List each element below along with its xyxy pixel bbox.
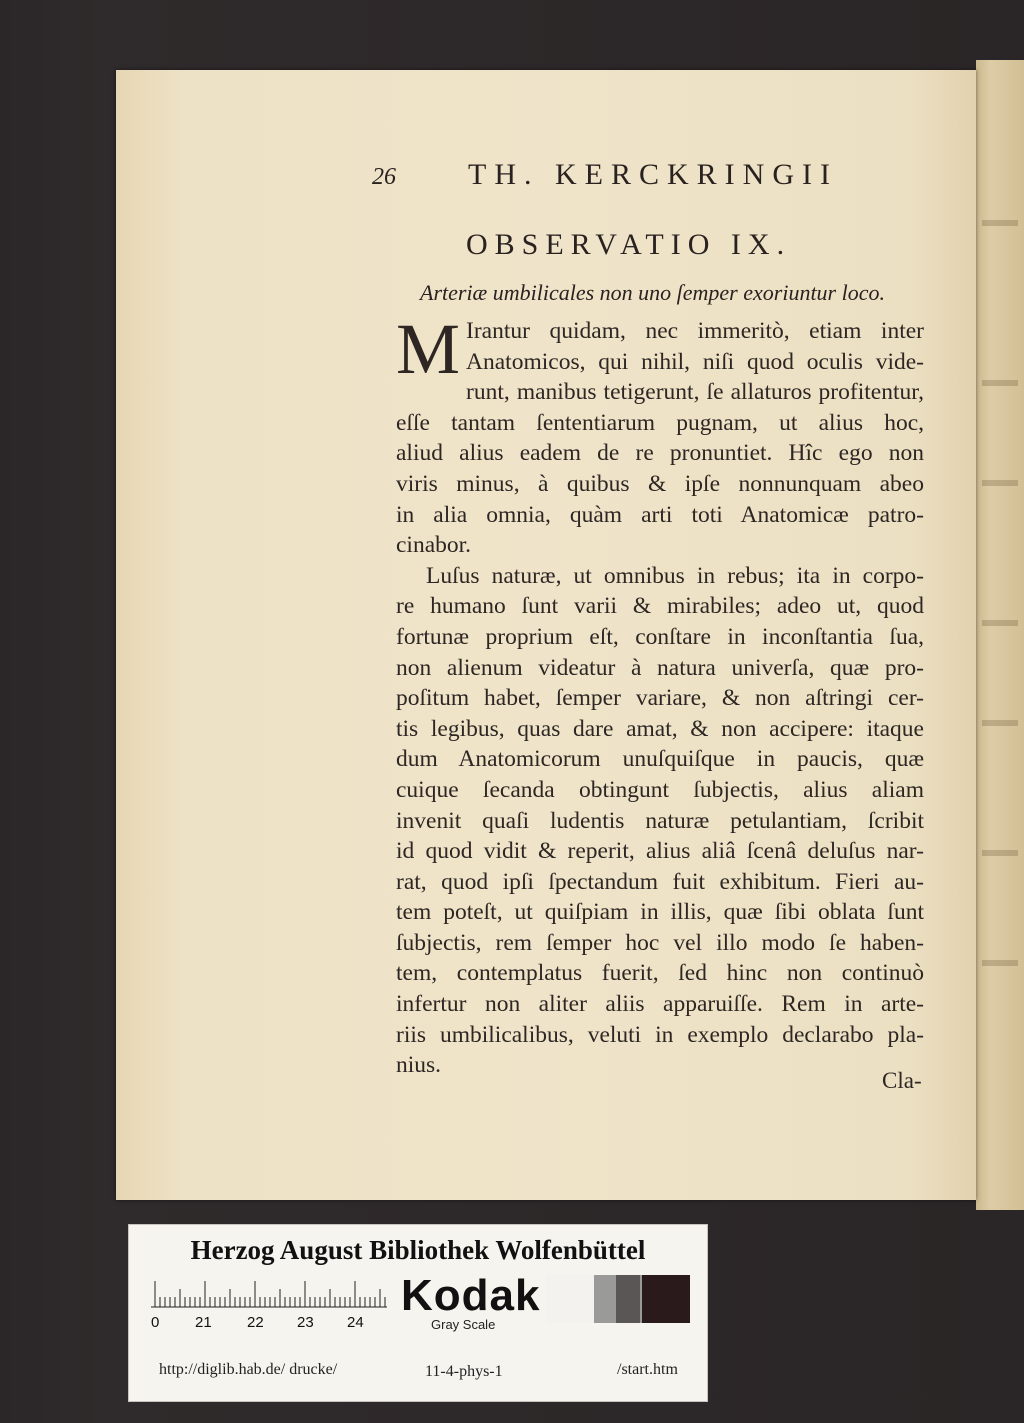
text-line: fortunæ proprium eſt, conſtare in inconſtantia ſua,: [396, 623, 924, 650]
text-line: ſubjectis, rem ſemper hoc vel illo modo ſe haben-: [396, 929, 924, 956]
kodak-logo: Kodak: [401, 1271, 541, 1320]
text-line: tem poteſt, ut quiſpiam in illis, quæ ſibi oblata ſunt: [396, 899, 924, 926]
ruler-label: 21: [195, 1314, 212, 1331]
observation-subtitle: Arteriæ umbilicales non uno ſemper exoriuntur loco.: [420, 280, 885, 305]
page-header: [372, 158, 872, 198]
text-line: tem, contemplatus fuerit, ſed hinc non continuò: [396, 960, 924, 987]
text-line: invenit quaſi ludentis naturæ petulantiam, ſcribit: [396, 807, 924, 834]
url-right: /start.htm: [617, 1361, 678, 1378]
ruler-label: 24: [347, 1314, 364, 1331]
gray-swatch: [616, 1275, 640, 1323]
url-left: http://diglib.hab.de/ drucke/: [159, 1361, 338, 1378]
text-line: dum Anatomicorum unuſquiſque in paucis, quæ: [396, 746, 924, 773]
text-line: Luſus naturæ, ut omnibus in rebus; ita in corpo-: [426, 562, 924, 589]
catchword: Cla-: [882, 1068, 922, 1093]
gray-swatch: [642, 1275, 690, 1323]
text-line: riis umbilicalibus, veluti in exemplo declarabo pla-: [396, 1021, 924, 1048]
text-line: infertur non aliter aliis apparuiſſe. Rem in arte-: [396, 991, 924, 1018]
text-line: runt, manibus tetigerunt, ſe allaturos profitentur,: [466, 379, 924, 406]
body-text: [396, 309, 924, 1081]
ruler-label: 22: [247, 1314, 264, 1331]
facing-page-edge: [976, 60, 1024, 1210]
text-line: viris minus, à quibus & ipſe nonnunquam abeo: [396, 470, 924, 497]
text-line: Irantur quidam, nec immeritò, etiam inter: [466, 318, 924, 344]
text-line: tis legibus, quas dare amat, & non accipere: itaque: [396, 715, 924, 742]
text-line: cinabor.: [396, 532, 472, 559]
library-name: Herzog August Bibliothek Wolfenbüttel: [190, 1235, 646, 1265]
gray-scale-label: Gray Scale: [431, 1317, 496, 1332]
text-line: re humano ſunt varii & mirabiles; adeo ut, quod: [396, 593, 924, 620]
text-line: aliud alius eadem de re pronuntiet. Hîc ego non: [396, 440, 924, 467]
paragraph-2: [396, 561, 924, 1081]
text-line: cuique ſecanda obtingunt ſubjectis, alius aliam: [396, 776, 924, 803]
shelfmark: 11-4-phys-1: [425, 1363, 503, 1380]
drop-cap: M: [396, 309, 461, 389]
text-line: Anatomicos, qui nihil, niſi quod oculis vide-: [466, 348, 924, 375]
gray-swatch: [546, 1275, 594, 1323]
running-head: TH. KERCKRINGII: [468, 158, 838, 191]
text-line: rat, quod ipſi ſpectandum fuit exhibitum. Fieri au-: [396, 868, 924, 895]
text-line: eſſe tantam ſententiarum pugnam, ut alius hoc,: [396, 409, 924, 436]
ruler-label: 0: [151, 1314, 160, 1331]
text-line: non alienum videatur à natura univerſa, quæ pro-: [396, 654, 924, 681]
text-line: poſitum habet, ſemper variare, & non aſtringi cer-: [396, 685, 924, 712]
card-footer: [129, 1353, 707, 1393]
text-line: nius.: [396, 1052, 442, 1079]
paragraph-1: [396, 309, 924, 561]
text-line: in alia omnia, quàm arti toti Anatomicæ patro-: [396, 501, 924, 528]
ruler-label: 23: [297, 1314, 314, 1331]
library-color-card: [128, 1224, 708, 1402]
text-line: id quod vidit & reperit, alius aliâ ſcenâ deluſus nar-: [396, 838, 924, 865]
page-number: 26: [372, 164, 396, 190]
observation-title: OBSERVATIO IX.: [466, 228, 792, 261]
